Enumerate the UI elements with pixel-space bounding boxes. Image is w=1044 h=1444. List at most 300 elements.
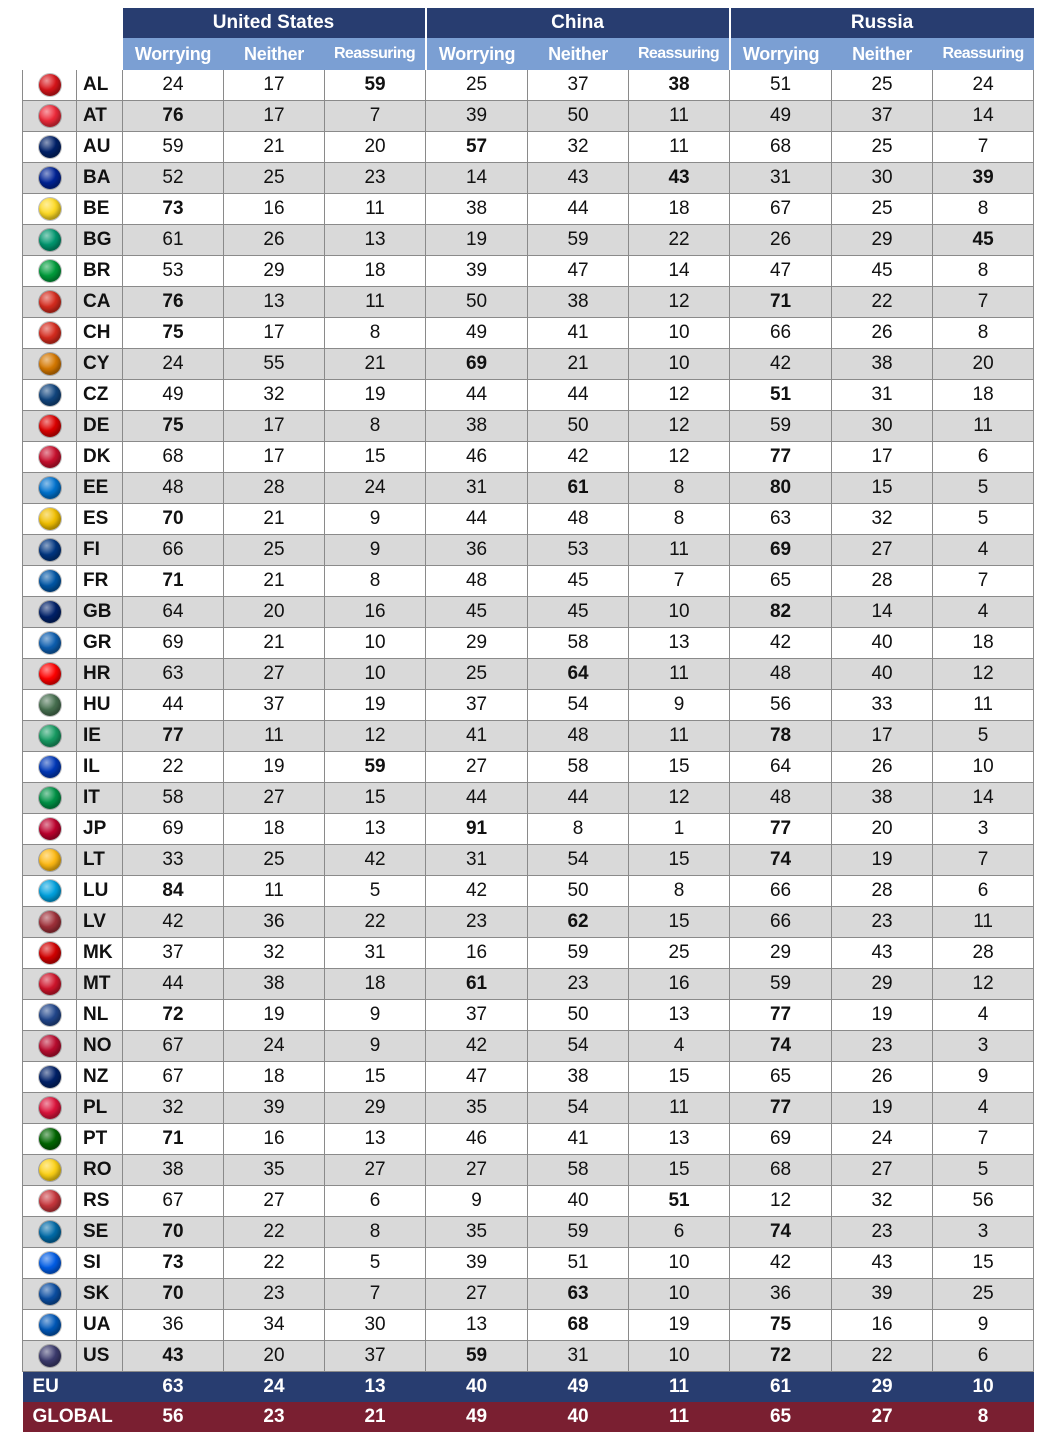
value-cell: 41	[528, 318, 629, 349]
table-row	[23, 938, 1034, 969]
flag-cell	[23, 132, 77, 163]
value-cell: 36	[426, 535, 528, 566]
country-flag-icon	[39, 415, 61, 437]
value-cell: 51	[730, 70, 832, 101]
value-cell: 66	[730, 907, 832, 938]
value-cell: 15	[325, 1062, 426, 1093]
value-cell: 33	[832, 690, 933, 721]
value-cell: 24	[123, 349, 224, 380]
table-row	[23, 411, 1034, 442]
value-cell: 7	[325, 101, 426, 132]
value-cell: 27	[426, 1279, 528, 1310]
value-cell: 16	[426, 938, 528, 969]
value-cell: 61	[123, 225, 224, 256]
country-code: LV	[77, 907, 123, 938]
value-cell: 73	[123, 1248, 224, 1279]
country-code: BR	[77, 256, 123, 287]
value-cell: 50	[528, 101, 629, 132]
value-cell: 69	[730, 1124, 832, 1155]
country-flag-icon	[39, 849, 61, 871]
header-china: China	[426, 8, 730, 38]
value-cell: 29	[224, 256, 325, 287]
value-cell: 21	[528, 349, 629, 380]
country-code: AL	[77, 70, 123, 101]
country-flag-icon	[39, 167, 61, 189]
value-cell: 69	[123, 814, 224, 845]
value-cell: 49	[730, 101, 832, 132]
country-flag-icon	[39, 1314, 61, 1336]
value-cell: 80	[730, 473, 832, 504]
value-cell: 22	[224, 1217, 325, 1248]
value-cell: 53	[123, 256, 224, 287]
country-flag-icon	[39, 136, 61, 158]
value-cell: 45	[832, 256, 933, 287]
value-cell: 22	[832, 1341, 933, 1372]
subheader-row	[23, 38, 1034, 70]
country-flag-icon	[39, 1221, 61, 1243]
value-cell: 66	[123, 535, 224, 566]
value-cell: 13	[325, 1124, 426, 1155]
country-code: US	[77, 1341, 123, 1372]
value-cell: 70	[123, 504, 224, 535]
value-cell: 20	[224, 1341, 325, 1372]
value-cell: 19	[832, 845, 933, 876]
country-flag-icon	[39, 1345, 61, 1367]
value-cell: 20	[832, 814, 933, 845]
summary-value-cell: 49	[426, 1402, 528, 1432]
value-cell: 59	[528, 938, 629, 969]
value-cell: 9	[325, 1000, 426, 1031]
value-cell: 20	[933, 349, 1034, 380]
value-cell: 38	[426, 411, 528, 442]
country-flag-icon	[39, 632, 61, 654]
country-code: JP	[77, 814, 123, 845]
value-cell: 37	[528, 70, 629, 101]
value-cell: 18	[224, 1062, 325, 1093]
value-cell: 3	[933, 1217, 1034, 1248]
value-cell: 43	[123, 1341, 224, 1372]
value-cell: 43	[832, 938, 933, 969]
value-cell: 23	[325, 163, 426, 194]
value-cell: 14	[933, 783, 1034, 814]
flag-cell	[23, 287, 77, 318]
value-cell: 18	[933, 628, 1034, 659]
country-code: RS	[77, 1186, 123, 1217]
value-cell: 31	[730, 163, 832, 194]
value-cell: 37	[832, 101, 933, 132]
value-cell: 20	[325, 132, 426, 163]
value-cell: 10	[629, 318, 730, 349]
value-cell: 10	[325, 659, 426, 690]
value-cell: 4	[629, 1031, 730, 1062]
value-cell: 6	[629, 1217, 730, 1248]
table-row	[23, 1093, 1034, 1124]
value-cell: 42	[528, 442, 629, 473]
summary-value-cell: 29	[832, 1372, 933, 1403]
summary-value-cell: 56	[123, 1402, 224, 1432]
country-flag-icon	[39, 105, 61, 127]
value-cell: 22	[224, 1248, 325, 1279]
value-cell: 19	[224, 1000, 325, 1031]
summary-value-cell: 23	[224, 1402, 325, 1432]
value-cell: 8	[933, 256, 1034, 287]
country-code: FI	[77, 535, 123, 566]
country-flag-icon	[39, 539, 61, 561]
value-cell: 19	[325, 690, 426, 721]
summary-value-cell: 27	[832, 1402, 933, 1432]
value-cell: 75	[730, 1310, 832, 1341]
table-row	[23, 1062, 1034, 1093]
value-cell: 54	[528, 845, 629, 876]
value-cell: 17	[224, 101, 325, 132]
value-cell: 75	[123, 318, 224, 349]
country-code: CZ	[77, 380, 123, 411]
value-cell: 13	[629, 628, 730, 659]
value-cell: 13	[629, 1124, 730, 1155]
value-cell: 5	[933, 721, 1034, 752]
value-cell: 5	[325, 876, 426, 907]
value-cell: 59	[730, 411, 832, 442]
value-cell: 45	[426, 597, 528, 628]
value-cell: 36	[123, 1310, 224, 1341]
summary-label: EU	[23, 1372, 123, 1403]
value-cell: 11	[224, 721, 325, 752]
value-cell: 56	[933, 1186, 1034, 1217]
flag-cell	[23, 1000, 77, 1031]
value-cell: 19	[832, 1000, 933, 1031]
flag-cell	[23, 473, 77, 504]
header-us: United States	[123, 8, 426, 38]
value-cell: 21	[224, 628, 325, 659]
value-cell: 26	[832, 318, 933, 349]
value-cell: 18	[629, 194, 730, 225]
value-cell: 11	[629, 1093, 730, 1124]
value-cell: 74	[730, 845, 832, 876]
value-cell: 17	[832, 442, 933, 473]
flag-cell	[23, 535, 77, 566]
value-cell: 11	[933, 411, 1034, 442]
country-code: PL	[77, 1093, 123, 1124]
value-cell: 11	[933, 907, 1034, 938]
summary-value-cell: 11	[629, 1372, 730, 1403]
value-cell: 32	[832, 504, 933, 535]
country-flag-icon	[39, 1066, 61, 1088]
value-cell: 12	[629, 783, 730, 814]
subheader-neither: Neither	[832, 38, 933, 70]
value-cell: 25	[933, 1279, 1034, 1310]
country-code: NZ	[77, 1062, 123, 1093]
country-code: AT	[77, 101, 123, 132]
value-cell: 63	[730, 504, 832, 535]
value-cell: 48	[528, 721, 629, 752]
value-cell: 49	[123, 380, 224, 411]
value-cell: 6	[933, 442, 1034, 473]
table-row	[23, 1000, 1034, 1031]
value-cell: 5	[325, 1248, 426, 1279]
value-cell: 25	[832, 70, 933, 101]
value-cell: 13	[325, 814, 426, 845]
value-cell: 59	[325, 752, 426, 783]
flag-cell	[23, 845, 77, 876]
value-cell: 36	[730, 1279, 832, 1310]
country-flag-icon	[39, 601, 61, 623]
country-code: HU	[77, 690, 123, 721]
flag-cell	[23, 1062, 77, 1093]
value-cell: 38	[528, 287, 629, 318]
value-cell: 23	[832, 1031, 933, 1062]
flag-cell	[23, 783, 77, 814]
value-cell: 70	[123, 1217, 224, 1248]
country-flag-icon	[39, 570, 61, 592]
flag-cell	[23, 628, 77, 659]
flag-cell	[23, 442, 77, 473]
value-cell: 25	[426, 70, 528, 101]
value-cell: 59	[426, 1341, 528, 1372]
value-cell: 44	[123, 690, 224, 721]
table-row	[23, 1124, 1034, 1155]
flag-cell	[23, 597, 77, 628]
value-cell: 44	[123, 969, 224, 1000]
country-code: BG	[77, 225, 123, 256]
summary-value-cell: 40	[528, 1402, 629, 1432]
value-cell: 45	[933, 225, 1034, 256]
value-cell: 7	[933, 287, 1034, 318]
value-cell: 15	[325, 783, 426, 814]
value-cell: 77	[730, 442, 832, 473]
value-cell: 36	[224, 907, 325, 938]
value-cell: 16	[224, 1124, 325, 1155]
value-cell: 27	[426, 1155, 528, 1186]
value-cell: 37	[123, 938, 224, 969]
value-cell: 31	[528, 1341, 629, 1372]
value-cell: 22	[325, 907, 426, 938]
country-flag-icon	[39, 291, 61, 313]
country-code: RO	[77, 1155, 123, 1186]
country-code: GR	[77, 628, 123, 659]
value-cell: 76	[123, 287, 224, 318]
flag-cell	[23, 659, 77, 690]
flag-cell	[23, 349, 77, 380]
table-row	[23, 1279, 1034, 1310]
value-cell: 46	[426, 1124, 528, 1155]
value-cell: 37	[325, 1341, 426, 1372]
value-cell: 19	[629, 1310, 730, 1341]
value-cell: 77	[730, 1093, 832, 1124]
value-cell: 29	[832, 225, 933, 256]
value-cell: 15	[629, 1155, 730, 1186]
value-cell: 42	[325, 845, 426, 876]
value-cell: 8	[933, 194, 1034, 225]
value-cell: 26	[832, 752, 933, 783]
value-cell: 66	[730, 318, 832, 349]
value-cell: 18	[325, 969, 426, 1000]
value-cell: 72	[123, 1000, 224, 1031]
value-cell: 15	[629, 845, 730, 876]
value-cell: 17	[224, 411, 325, 442]
flag-cell	[23, 1031, 77, 1062]
value-cell: 12	[325, 721, 426, 752]
flag-cell	[23, 504, 77, 535]
value-cell: 61	[528, 473, 629, 504]
value-cell: 58	[123, 783, 224, 814]
value-cell: 52	[123, 163, 224, 194]
country-flag-icon	[39, 1159, 61, 1181]
survey-table-container	[22, 8, 1032, 1432]
value-cell: 44	[528, 380, 629, 411]
value-cell: 22	[629, 225, 730, 256]
value-cell: 15	[629, 752, 730, 783]
value-cell: 11	[933, 690, 1034, 721]
value-cell: 9	[426, 1186, 528, 1217]
summary-value-cell: 49	[528, 1372, 629, 1403]
subheader-reassuring: Reassuring	[629, 38, 730, 70]
value-cell: 71	[123, 1124, 224, 1155]
country-flag-icon	[39, 322, 61, 344]
value-cell: 10	[629, 349, 730, 380]
table-row	[23, 721, 1034, 752]
value-cell: 40	[528, 1186, 629, 1217]
value-cell: 65	[730, 566, 832, 597]
value-cell: 20	[224, 597, 325, 628]
value-cell: 6	[325, 1186, 426, 1217]
table-row	[23, 287, 1034, 318]
value-cell: 12	[629, 442, 730, 473]
value-cell: 11	[629, 535, 730, 566]
value-cell: 13	[426, 1310, 528, 1341]
summary-value-cell: 40	[426, 1372, 528, 1403]
value-cell: 51	[528, 1248, 629, 1279]
value-cell: 23	[426, 907, 528, 938]
value-cell: 7	[933, 845, 1034, 876]
value-cell: 9	[325, 504, 426, 535]
value-cell: 67	[123, 1186, 224, 1217]
value-cell: 48	[730, 659, 832, 690]
value-cell: 67	[123, 1062, 224, 1093]
value-cell: 8	[325, 411, 426, 442]
flag-cell	[23, 721, 77, 752]
value-cell: 15	[832, 473, 933, 504]
value-cell: 7	[933, 1124, 1034, 1155]
value-cell: 57	[426, 132, 528, 163]
value-cell: 30	[832, 163, 933, 194]
value-cell: 6	[933, 1341, 1034, 1372]
value-cell: 11	[325, 287, 426, 318]
value-cell: 30	[832, 411, 933, 442]
survey-table	[22, 8, 1034, 1432]
value-cell: 4	[933, 535, 1034, 566]
value-cell: 11	[629, 132, 730, 163]
value-cell: 67	[730, 194, 832, 225]
value-cell: 61	[426, 969, 528, 1000]
flag-cell	[23, 1310, 77, 1341]
value-cell: 54	[528, 1093, 629, 1124]
value-cell: 35	[426, 1093, 528, 1124]
value-cell: 51	[730, 380, 832, 411]
value-cell: 27	[224, 783, 325, 814]
country-flag-icon	[39, 663, 61, 685]
value-cell: 62	[528, 907, 629, 938]
value-cell: 39	[426, 256, 528, 287]
country-code: CH	[77, 318, 123, 349]
value-cell: 41	[426, 721, 528, 752]
value-cell: 55	[224, 349, 325, 380]
value-cell: 27	[325, 1155, 426, 1186]
value-cell: 84	[123, 876, 224, 907]
value-cell: 7	[933, 566, 1034, 597]
country-flag-icon	[39, 74, 61, 96]
country-code: EE	[77, 473, 123, 504]
value-cell: 64	[528, 659, 629, 690]
value-cell: 7	[325, 1279, 426, 1310]
value-cell: 24	[832, 1124, 933, 1155]
value-cell: 5	[933, 504, 1034, 535]
value-cell: 63	[528, 1279, 629, 1310]
value-cell: 42	[730, 1248, 832, 1279]
value-cell: 67	[123, 1031, 224, 1062]
value-cell: 65	[730, 1062, 832, 1093]
global-summary-row	[23, 1402, 1034, 1432]
value-cell: 26	[730, 225, 832, 256]
value-cell: 68	[528, 1310, 629, 1341]
value-cell: 23	[224, 1279, 325, 1310]
value-cell: 46	[426, 442, 528, 473]
flag-cell	[23, 1124, 77, 1155]
value-cell: 16	[325, 597, 426, 628]
country-code: MT	[77, 969, 123, 1000]
value-cell: 8	[629, 504, 730, 535]
summary-value-cell: 21	[325, 1402, 426, 1432]
value-cell: 4	[933, 1093, 1034, 1124]
value-cell: 11	[629, 721, 730, 752]
country-flag-icon	[39, 1190, 61, 1212]
country-flag-icon	[39, 818, 61, 840]
country-code: BE	[77, 194, 123, 225]
table-row	[23, 1186, 1034, 1217]
value-cell: 38	[426, 194, 528, 225]
value-cell: 28	[224, 473, 325, 504]
value-cell: 47	[426, 1062, 528, 1093]
table-row	[23, 70, 1034, 101]
value-cell: 18	[224, 814, 325, 845]
table-body	[23, 70, 1034, 1432]
value-cell: 71	[730, 287, 832, 318]
country-code: AU	[77, 132, 123, 163]
value-cell: 7	[629, 566, 730, 597]
subheader-reassuring: Reassuring	[325, 38, 426, 70]
value-cell: 16	[832, 1310, 933, 1341]
value-cell: 68	[123, 442, 224, 473]
value-cell: 8	[629, 473, 730, 504]
flag-cell	[23, 163, 77, 194]
value-cell: 15	[629, 907, 730, 938]
value-cell: 38	[832, 783, 933, 814]
table-row	[23, 504, 1034, 535]
country-code: DE	[77, 411, 123, 442]
value-cell: 37	[426, 690, 528, 721]
table-row	[23, 1155, 1034, 1186]
value-cell: 42	[426, 876, 528, 907]
value-cell: 10	[325, 628, 426, 659]
value-cell: 32	[224, 938, 325, 969]
value-cell: 72	[730, 1341, 832, 1372]
value-cell: 77	[730, 1000, 832, 1031]
country-flag-icon	[39, 384, 61, 406]
table-row	[23, 442, 1034, 473]
value-cell: 13	[325, 225, 426, 256]
flag-cell	[23, 566, 77, 597]
value-cell: 54	[528, 690, 629, 721]
country-header-row	[23, 8, 1034, 38]
